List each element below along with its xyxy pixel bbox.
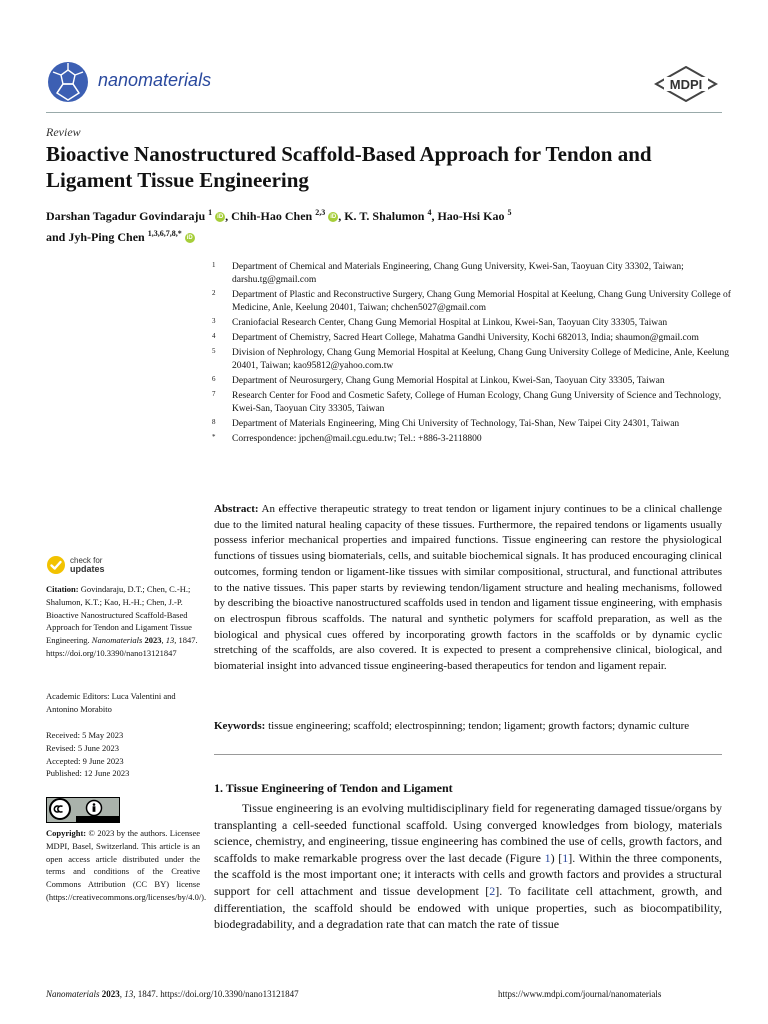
- affiliation-item: [212, 289, 732, 315]
- author-list: [46, 204, 736, 246]
- affiliation-number: 4: [212, 332, 216, 340]
- author-separator: ,: [338, 209, 345, 223]
- figure-link[interactable]: 1: [544, 850, 551, 865]
- author-name: Chih-Hao Chen: [231, 209, 313, 223]
- footer-journal: Nanomaterials: [46, 989, 100, 999]
- academic-editors: Academic Editors: Luca Valentini and Antonino Morabito: [46, 691, 176, 714]
- section-text-3: ]. Within the three components, the scaffold is the most important one; it interacts with cells and growth factors and provides a structural support for cell attachment and tissue development [: [214, 850, 722, 898]
- affiliation-item: [212, 317, 732, 330]
- journal-logo-icon: [46, 60, 90, 104]
- article-title: Bioactive Nanostructured Scaffold-Based Approach for Tendon and Ligament Tissue Engineering: [46, 142, 652, 192]
- keywords-text: tissue engineering; scaffold; electrospinning; tendon; ligament; growth factors; dynamic culture: [268, 720, 690, 732]
- affiliation-item: [212, 418, 732, 431]
- mdpi-logo-icon: [654, 66, 718, 102]
- article-type: Review: [46, 125, 81, 139]
- affiliation-text: Department of Chemical and Materials Engineering, Chang Gung University, Kwei-San, Taoyuan City 33302, Taiwan; darshu.tg@gmail.com: [232, 262, 684, 285]
- section-body: [214, 800, 722, 933]
- section-text-4: ]. To facilitate cell attachment, growth, and differentiation, the scaffold should be endowed with unique properties, such as biocompatibility, biodegradability, and a degradation rate that can match the rate of tissue: [214, 883, 722, 932]
- affiliation-number: 5: [212, 347, 216, 355]
- affiliation-number: 7: [212, 390, 216, 398]
- cc-by-license-icon[interactable]: [46, 797, 120, 823]
- orcid-icon[interactable]: iD: [330, 214, 337, 221]
- affiliation-text: Department of Chemistry, Sacred Heart College, Mahatma Gandhi University, Kochi 682013, India; shaumon@gmail.com: [232, 333, 699, 343]
- publication-dates: [46, 729, 200, 780]
- keywords: [214, 719, 722, 734]
- keywords-label: Keywords:: [214, 720, 266, 732]
- affiliation-number: 3: [212, 317, 216, 325]
- affiliation-item: [212, 390, 732, 416]
- reference-link-2[interactable]: 2: [489, 883, 496, 898]
- affiliation-list: [212, 261, 732, 448]
- affiliation-text: Correspondence: jpchen@mail.cgu.edu.tw; Tel.: +886-3-2118800: [232, 434, 482, 444]
- mdpi-logo-text: MDPI: [669, 77, 703, 92]
- reference-link-1[interactable]: 1: [562, 850, 569, 865]
- citation-journal: Nanomaterials: [91, 635, 143, 646]
- affiliation-number: *: [212, 433, 216, 441]
- citation-year: 2023: [144, 635, 162, 646]
- copyright-label: Copyright:: [46, 828, 87, 838]
- author-affiliation-sup: 1: [208, 208, 213, 217]
- affiliation-item: [212, 375, 732, 388]
- copyright-notice: [46, 827, 207, 904]
- abstract-label: Abstract:: [214, 503, 259, 515]
- citation-label: Citation:: [46, 584, 79, 594]
- author-name: Darshan Tagadur Govindaraju: [46, 209, 206, 223]
- section-text-1: Tissue engineering is an evolving multidisciplinary field for regenerating damaged tissue/organs by transplanting a cell-seeded functional scaffold. Using converged knowledges from biology, materials science, chemistry, and engineering, tissue engineering has combined the use of cells, growth factors, and scaffolds to make remarkable progress over the last decade (Figure: [214, 801, 722, 865]
- date-accepted: Accepted: 9 June 2023: [46, 755, 124, 766]
- affiliation-text: Craniofacial Research Center, Chang Gung Memorial Hospital at Linkou, Kwei-San, Taoyuan City 33305, Taiwan: [232, 318, 668, 328]
- footer-year: 2023: [101, 989, 120, 999]
- footer-citation: Nanomaterials 2023, 13, 1847. https://doi.org/10.3390/nano13121847: [46, 989, 299, 999]
- affiliation-text: Research Center for Food and Cosmetic Safety, College of Human Ecology, Chang Gung University of Science and Technology, Kwei-San, Taoyuan City 33305, Taiwan: [232, 391, 722, 414]
- header-divider: [46, 112, 722, 113]
- affiliation-item: [212, 332, 732, 345]
- citation-text: Govindaraju, D.T.; Chen, C.-H.; Shalumon, K.T.; Kao, H.-H.; Chen, J.-P. Bioactive Nanostructured Scaffold-Based Approach for Tendon and Ligament Tissue Engineering.: [46, 584, 192, 646]
- copyright-text: © 2023 by the authors. Licensee MDPI, Basel, Switzerland. This article is an open access article distributed under the terms and conditions of the Creative Commons Attribution (CC BY) license (https://creativecommons.org/licenses/by/4.0/).: [46, 828, 207, 902]
- footer-journal-url[interactable]: https://www.mdpi.com/journal/nanomaterials: [498, 989, 662, 999]
- author-affiliation-sup: 2,3: [315, 208, 326, 217]
- footer-doi[interactable]: , 1847. https://doi.org/10.3390/nano13121847: [133, 989, 299, 999]
- author-name: K. T. Shalumon: [344, 209, 425, 223]
- affiliation-text: Division of Nephrology, Chang Gung Memorial Hospital at Keelung, Chang Gung University College of Medicine, Anle, Keelung 20401, Taiwan; kao95812@yahoo.com.tw: [232, 348, 729, 371]
- check-updates-icon: [46, 555, 66, 575]
- affiliation-number: 8: [212, 418, 216, 426]
- author-affiliation-sup: 4: [427, 208, 432, 217]
- orcid-icon[interactable]: iD: [186, 235, 193, 242]
- abstract-text: An effective therapeutic strategy to treat tendon or ligament injury continues to be a clinical challenge due to the limited natural healing capacity of these tissues. Furthermore, the repaired tendons or ligaments usually possess inferior mechanical properties and impaired functions. Tissue engineering can restore the physiological functions of tissues using biomaterials, cells, and suitable biochemical signals. It has produced encouraging clinical outcomes, forming tendon or ligament-like tissues with similar compositional, structural, and functional attributes to the native tissues. This paper starts by reviewing tendon/ligament structure and healing mechanisms, followed by describing the bioactive nanostructured scaffolds used in tendon and ligament tissue engineering, with emphasis on electrospun fibrous scaffolds. The natural and synthetic polymers for scaffold preparation, as well as the biological and physical cues offered by incorporating growth factors in the scaffolds or by dynamic cyclic stretching of the scaffolds, are also covered. It is expected to present a comprehensive clinical, biological, and biomaterial insight into advanced tissue engineering-based therapeutics for tendon and ligament repair.: [214, 503, 723, 673]
- author-name: and Jyh-Ping Chen: [46, 230, 145, 244]
- author-affiliation-sup: 1,3,6,7,8,*: [147, 229, 182, 238]
- affiliation-number: 2: [212, 289, 216, 297]
- affiliation-number: 1: [212, 261, 216, 269]
- orcid-icon[interactable]: iD: [217, 214, 224, 221]
- affiliation-item: [212, 261, 732, 287]
- date-received: Received: 5 May 2023: [46, 730, 124, 740]
- author-affiliation-sup: 5: [507, 208, 512, 217]
- keywords-divider: [214, 754, 722, 755]
- check-updates-line2: updates: [70, 564, 105, 574]
- section-text-2: ) [: [550, 850, 563, 865]
- check-for-updates-button[interactable]: [46, 555, 156, 577]
- author-separator: ,: [431, 209, 438, 223]
- affiliation-number: 6: [212, 375, 216, 383]
- affiliation-item: [212, 433, 732, 446]
- date-published: Published: 12 June 2023: [46, 768, 130, 779]
- affiliation-text: Department of Neurosurgery, Chang Gung Memorial Hospital at Linkou, Kwei-San, Taoyuan City 33305, Taiwan: [232, 376, 665, 386]
- section-heading: 1. Tissue Engineering of Tendon and Ligament: [214, 781, 453, 795]
- abstract: [214, 502, 722, 675]
- citation: Citation: Govindaraju, D.T.; Chen, C.-H.; Shalumon, K.T.; Kao, H.-H.; Chen, J.-P. Bioactive Nanostructured Scaffold-Based Approach for Tendon and Ligament Tissue Engineering. Nanomaterials 2023, 13, 1847. https://doi.org/10.3390/nano13121847: [46, 584, 198, 658]
- affiliation-text: Department of Plastic and Reconstructive Surgery, Chang Gung Memorial Hospital at Keelung, Chang Gung University College of Medicine, Anle, Keelung 20401, Taiwan; chchen5027@gmail.com: [232, 290, 731, 313]
- date-revised: Revised: 5 June 2023: [46, 742, 119, 753]
- affiliation-item: [212, 347, 732, 373]
- citation-doi[interactable]: , 1847. https://doi.org/10.3390/nano13121847: [46, 635, 198, 658]
- journal-name: nanomaterials: [98, 70, 212, 90]
- citation-volume: 13: [165, 635, 175, 646]
- footer-volume: 13: [124, 989, 134, 999]
- affiliation-text: Department of Materials Engineering, Ming Chi University of Technology, Tai-Shan, New Taipei City 24301, Taiwan: [232, 419, 680, 429]
- author-name: Hao-Hsi Kao: [437, 209, 505, 223]
- author-separator: ,: [225, 209, 232, 223]
- check-updates-line1: check for: [70, 556, 103, 565]
